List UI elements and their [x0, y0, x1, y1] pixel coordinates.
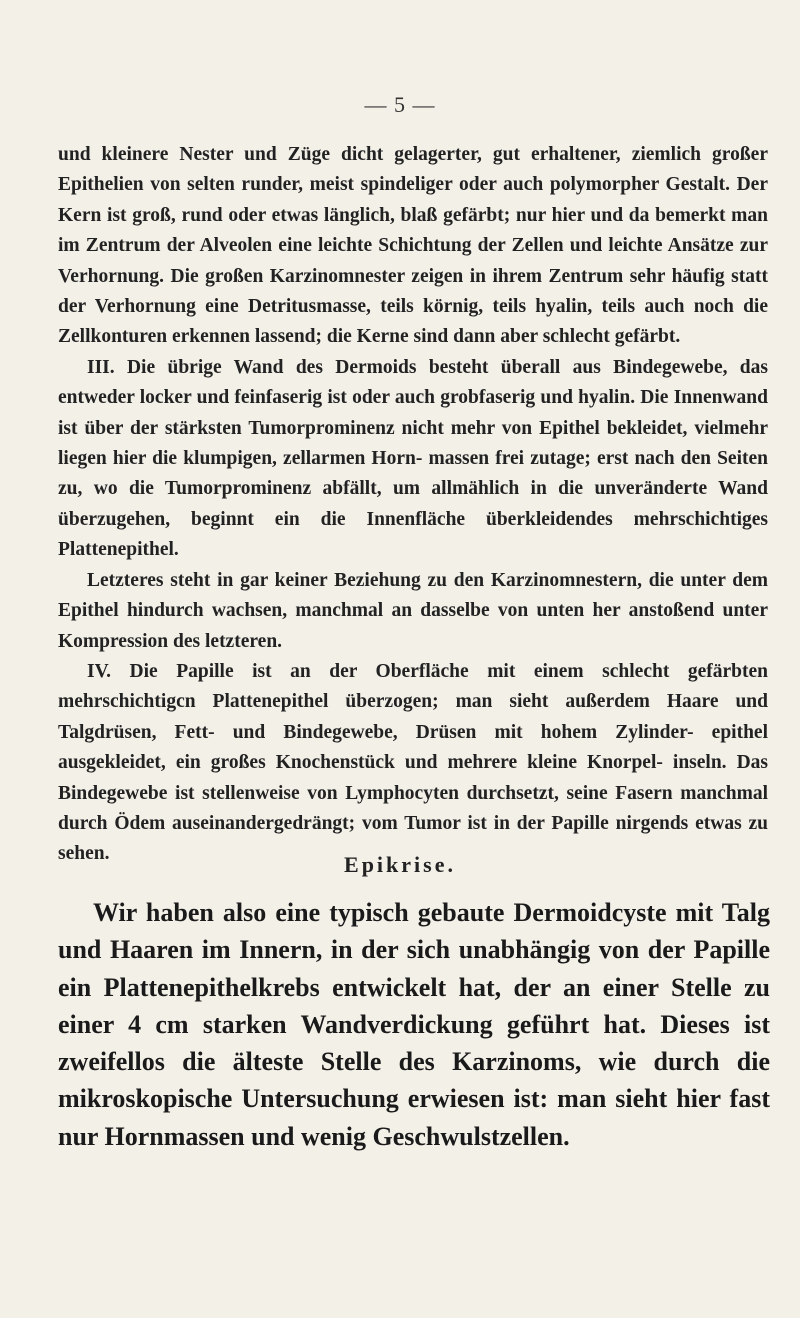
page-number: — 5 — [364, 92, 436, 117]
epikrise-paragraph: Wir haben also eine typisch gebaute Dermoidcyste mit Talg und Haaren im Innern, in der sich unabhängig von der Papille ein Plattenepithelkrebs entwickelt hat, der an einer Stelle zu einer 4 cm starken Wandverdickung geführt hat. Dieses ist zweifellos die älteste Stelle des Karzinoms, wie durch die mikroskopische Untersuchung erwiesen ist: man sieht hier fast nur Hornmassen und wenig Geschwulstzellen. [58, 898, 770, 1151]
paragraph-section-iv: IV. Die Papille ist an der Oberfläche mit einem schlecht gefärbten mehrschichtigcn Plattenepithel überzogen; man sieht außerdem Haare und Talgdrüsen, Fett- und Bindegewebe, Drüsen mit hohem Zylinder- epithel ausgekleidet, ein großes Knochenstück und mehrere kleine Knorpel- inseln. Das Bindegewebe ist stellenweise von Lymphocyten durchsetzt, seine Fasern manchmal durch Ödem auseinandergedrängt; vom Tumor ist in der Papille nirgends etwas zu sehen. [58, 660, 768, 865]
paragraph-continuation: und kleinere Nester und Züge dicht gelagerter, gut erhaltener, ziemlich großer Epithelien von selten runder, meist spindeliger oder auch polymorpher Gestalt. Der Kern ist groß, rund oder etwas länglich, blaß gefärbt; nur hier und da bemerkt man im Zentrum der Alveolen eine leichte Schichtung der Zellen und leichte Ansätze zur Verhornung. Die großen Karzinomnester zeigen in ihrem Zentrum sehr häufig statt der Verhornung eine Detritusmasse, teils körnig, teils hyalin, teils auch noch die Zellkonturen erkennen lassend; die Kerne sind dann aber schlecht gefärbt. [58, 144, 768, 348]
section-heading: Epikrise. [344, 852, 456, 877]
paragraph-letzteres: Letzteres steht in gar keiner Beziehung zu den Karzinomnestern, die unter dem Epithel hindurch wachsen, manchmal an dasselbe von unten her anstoßend unter Kompression des letzteren. [58, 569, 768, 652]
body-text [58, 140, 768, 870]
paragraph-section-iii: III. Die übrige Wand des Dermoids besteht überall aus Bindegewebe, das entweder locker und feinfaserig ist oder auch grobfaserig und hyalin. Die Innenwand ist über der stärksten Tumorprominenz nicht mehr von Epithel bekleidet, vielmehr liegen hier die klumpigen, zellarmen Horn- massen frei zutage; erst nach den Seiten zu, wo die Tumorprominenz abfällt, um allmählich in die unveränderte Wand überzugehen, beginnt ein die Innenfläche überkleidendes mehrschichtiges Plattenepithel. [58, 356, 768, 561]
